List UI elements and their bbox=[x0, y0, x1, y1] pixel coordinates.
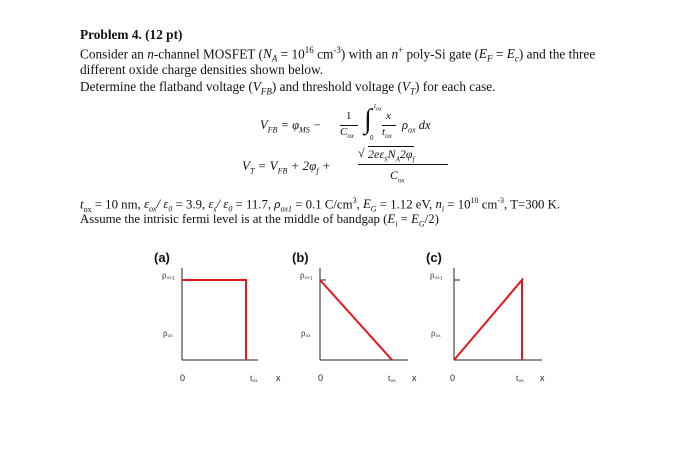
graph-c-label: (c) bbox=[426, 250, 442, 265]
graph-b-x0: 0 bbox=[318, 373, 324, 383]
graph-c-plot bbox=[452, 268, 544, 368]
graph-c-rho-ox-label: ρₒₓ bbox=[431, 328, 441, 338]
graph-a-label: (a) bbox=[154, 250, 170, 265]
graph-b-plot bbox=[318, 268, 410, 368]
graph-b-x: x bbox=[412, 373, 417, 383]
problem-line-1: Consider an n-channel MOSFET ($N_A = 10^{16}$ $cm^{-3}$) with an n+ poly-Si gate $(E_F = E_c)$ and the three bbox=[80, 45, 596, 65]
params-line-1: $t_{ox} = 10$ nm, $\varepsilon_{ox}/$ $\varepsilon_0 = 3.9$, $\varepsilon_s/$ $\varepsilon_0 = 11.7$, $\rho_{ox1} = 0.1$ $C/cm^3$, $E_G = 1.12$ eV, $n_i = 10^{10}$ $cm^{-3}$, T=300 K. bbox=[80, 196, 561, 214]
graph-b-rho-ox-label: ρₒₓ bbox=[301, 328, 311, 338]
graph-c-x0: 0 bbox=[450, 373, 456, 383]
problem-title: Problem 4. (12 pt) bbox=[80, 27, 183, 42]
graph-c-rho-ox1-label: ρₒₓ₁ bbox=[430, 270, 443, 280]
graph-a-rho-ox-label: ρₒₓ bbox=[163, 328, 173, 338]
graph-b-rho-ox1-label: ρₒₓ₁ bbox=[300, 270, 313, 280]
graph-b-label: (b) bbox=[292, 250, 309, 265]
graph-a-x0: 0 bbox=[180, 373, 186, 383]
graph-c-curve bbox=[454, 280, 522, 360]
graph-b-curve bbox=[320, 280, 392, 360]
params-line-2: Assume the intrisic fermi level is at the middle of bandgap $(E_i = E_G/2)$ bbox=[80, 212, 439, 229]
graph-c-x: x bbox=[540, 373, 545, 383]
graph-a-plot bbox=[180, 268, 260, 368]
graph-c-tox: tₒₓ bbox=[516, 373, 524, 383]
graph-b-tox: tₒₓ bbox=[388, 373, 396, 383]
graph-a-curve bbox=[182, 280, 246, 360]
graph-a-x: x bbox=[276, 373, 281, 383]
graph-a-tox: tₒₓ bbox=[250, 373, 258, 383]
graph-a-rho-ox1-label: ρₒₓ₁ bbox=[162, 270, 175, 280]
problem-line-3: Determine the flatband voltage $(V_{FB})$ and threshold voltage $(V_T)$ for each case. bbox=[80, 79, 496, 97]
problem-line-2: different oxide charge densities shown below. bbox=[80, 62, 324, 77]
